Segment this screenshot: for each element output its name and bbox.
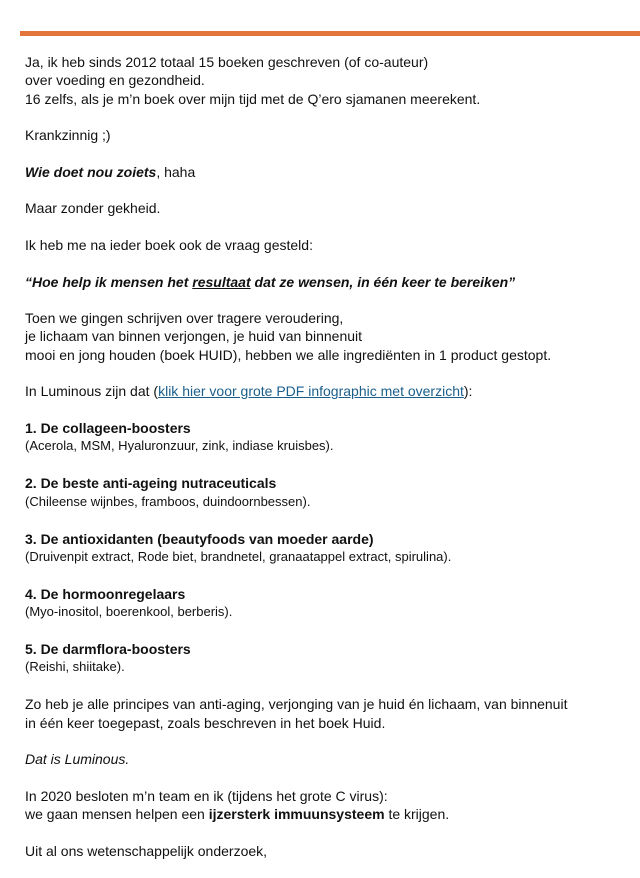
ingredient-group-title: 4. De hormoonregelaars [25,585,186,602]
wie-paragraph [25,163,625,181]
maar-text: Maar zonder gekheid. [25,200,161,217]
wie-rest-text: , haha [156,163,196,180]
intro-line-1: Ja, ik heb sinds 2012 totaal 15 boeken geschreven (of co-auteur) [25,54,429,70]
ingredient-group [25,419,625,455]
zo-paragraph [25,695,625,732]
quote-paragraph [25,273,625,291]
zo-line-1: Zo heb je alle principes van anti-aging, verjonging van je huid én lichaam, van binnenuit [25,696,568,713]
zo-line-2: in één keer toegepast, zoals beschreven in het boek Huid. [25,714,386,731]
quote-part-1: “Hoe help ik mensen het [25,273,193,290]
ingredient-group-desc: (Myo-inositol, boerenkool, berberis). [25,604,233,620]
luminous-prefix: In Luminous zijn dat ( [25,383,159,400]
quote-underlined: resultaat [192,273,251,290]
krankzinnig-text: Krankzinnig ;) [25,127,111,144]
intro-line-2: over voeding en gezondheid. [25,72,205,89]
ingredient-group-title: 3. De antioxidanten (beautyfoods van moeder aarde) [25,530,374,547]
ingredient-group [25,530,625,566]
toen-line-3: mooi en jong houden (boek HUID), hebben we alle ingrediënten in 1 product gestopt. [25,346,552,363]
luminous-paragraph [25,382,625,400]
ingredient-group-desc: (Reishi, shiitake). [25,659,125,675]
dat-italic: Dat is Luminous. [25,751,130,768]
accent-bar [20,31,640,36]
infographic-link[interactable]: klik hier voor grote PDF infographic met overzicht [158,383,464,400]
ingredient-group-desc: (Druivenpit extract, Rode biet, brandnetel, granaatappel extract, spirulina). [25,548,452,564]
email-body [25,53,625,878]
luminous-suffix: ): [463,383,473,400]
quote-part-2: dat ze wensen, in één keer te bereiken” [250,273,516,290]
ingredient-group-title: 1. De collageen-boosters [25,419,191,436]
intro-paragraph [25,53,625,108]
ingredient-group-title: 5. De darmflora-boosters [25,641,191,658]
toen-paragraph [25,309,625,364]
toen-line-1: Toen we gingen schrijven over tragere veroudering, [25,310,344,327]
toen-line-2: je lichaam van binnen verjongen, je huid van binnenuit [25,328,363,345]
in2020-line-1: In 2020 besloten m’n team en ik (tijdens het grote C virus): [25,787,388,804]
ingredient-group-desc: (Acerola, MSM, Hyaluronzuur, zink, indiase kruisbes). [25,438,334,454]
in2020-bold: ijzersterk immuunsysteem [208,806,385,823]
ingredient-group [25,585,625,621]
ingredient-group-desc: (Chileense wijnbes, framboos, duindoornbessen). [25,493,311,509]
intro-line-3: 16 zelfs, als je m’n boek over mijn tijd met de Q’ero sjamanen meerekent. [25,90,481,107]
ingredient-group-title: 2. De beste anti-ageing nutraceuticals [25,475,277,492]
uit-text: Uit al ons wetenschappelijk onderzoek, [25,842,268,859]
in2020-line-2-prefix: we gaan mensen helpen een [25,806,209,823]
ingredient-group [25,474,625,510]
in2020-line-2-suffix: te krijgen. [384,806,450,823]
vraag-text: Ik heb me na ieder boek ook de vraag gesteld: [25,236,313,253]
ingredient-group [25,640,625,676]
in2020-paragraph [25,787,625,824]
dat-text [25,750,625,768]
wie-bold-text: Wie doet nou zoiets [25,163,157,180]
